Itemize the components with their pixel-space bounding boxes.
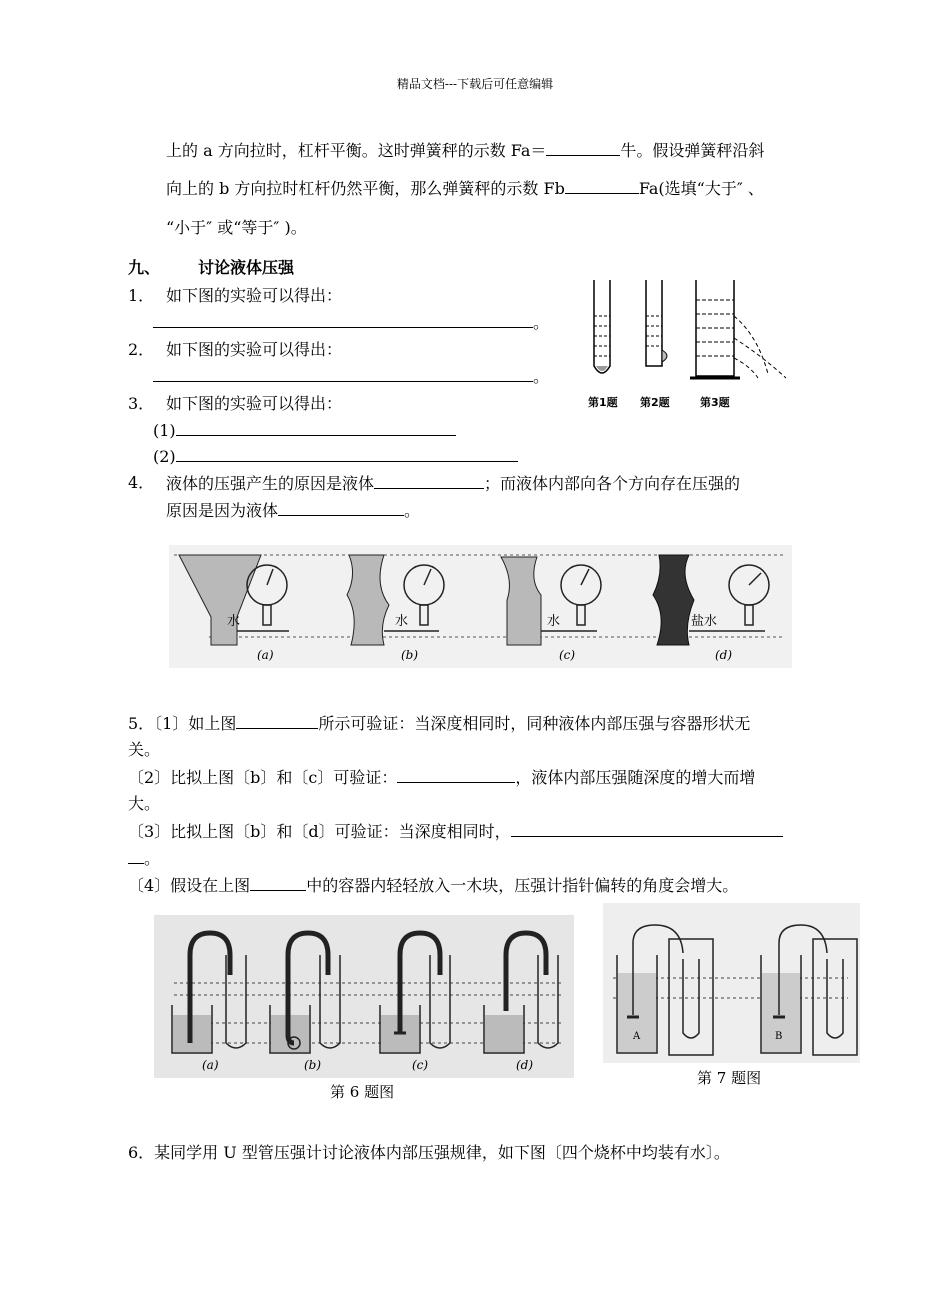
blank (546, 140, 620, 156)
tag-a: (a) (257, 648, 274, 662)
text: 牛。假设弹簧秤沿斜 (620, 141, 765, 160)
q5-line-4 (128, 875, 738, 896)
text: 液体的压强产生的原因是液体 (166, 474, 375, 493)
lever-line-1 (166, 140, 764, 161)
tube-1 (594, 280, 610, 373)
tag-b: (b) (401, 648, 419, 662)
q4-line-2 (166, 500, 420, 521)
q5-line-2-cont: 大。 (128, 794, 161, 813)
q4-line-1 (166, 473, 740, 494)
blank (250, 875, 306, 891)
pressure-meter-figure (603, 903, 860, 1063)
q3-part-1 (153, 420, 456, 441)
blank (397, 767, 515, 783)
q2-number: 2． (128, 340, 155, 359)
liquid-label-a: 水 (227, 614, 241, 629)
tag-a: (a) (202, 1058, 219, 1072)
q2-text: 如下图的实验可以得出： (166, 340, 343, 359)
text: 中的容器内轻轻放入一木块，压强计指针偏转的角度会增大。 (306, 876, 739, 895)
blank (153, 312, 533, 328)
blank (278, 500, 404, 516)
q6-text: 6．某同学用 U 型管压强计讨论液体内部压强规律，如下图〔四个烧杯中均装有水〕。 (128, 1143, 730, 1162)
tag-c: (c) (412, 1058, 429, 1072)
liquid-label-d: 盐水 (691, 614, 718, 629)
text: (1) (153, 421, 176, 440)
page-header: 精品文档---下载后可任意编辑 (396, 77, 554, 91)
tube-3 (690, 280, 786, 378)
lever-line-2 (166, 178, 764, 199)
text: 向上的 b 方向拉时杠杆仍然平衡，那么弹簧秤的示数 Fb (166, 179, 565, 198)
text: Fa(选填“大于″ 、 (638, 179, 764, 198)
blank (374, 473, 484, 489)
tag-d: (d) (715, 648, 733, 662)
text: 。 (404, 501, 421, 520)
blank (565, 178, 639, 194)
text: 〔2〕比拟上图〔b〕和〔c〕可验证： (128, 768, 398, 787)
liquid-label-c: 水 (547, 614, 561, 629)
q1-text: 如下图的实验可以得出： (166, 286, 343, 305)
tag-b: (b) (304, 1058, 322, 1072)
text: ，液体内部压强随深度的增大而增 (515, 768, 756, 787)
blank (128, 848, 144, 864)
text: 上的 a 方向拉时，杠杆平衡。这时弹簧秤的示数 Fa＝ (166, 141, 547, 160)
q5-line-1 (128, 713, 750, 734)
q2-answer (153, 366, 549, 387)
q5-line-3 (128, 821, 783, 842)
q1-number: 1． (128, 286, 155, 305)
text: 原因是因为液体 (166, 501, 279, 520)
text: 〔4〕假设在上图 (128, 876, 251, 895)
text: 5．〔1〕如上图 (128, 714, 237, 733)
q5-line-3-cont (128, 848, 160, 869)
tag-d: (d) (516, 1058, 534, 1072)
q3-text: 如下图的实验可以得出： (166, 394, 343, 413)
fig7-caption: 第 7 题图 (697, 1069, 762, 1087)
text: 。 (144, 849, 161, 868)
text: 所示可验证：当深度相同时，同种液体内部压强与容器形状无 (318, 714, 751, 733)
text: 。 (533, 313, 550, 332)
blank (176, 446, 518, 462)
fig6-caption: 第 6 题图 (330, 1083, 395, 1101)
section-title: 讨论液体压强 (198, 258, 295, 277)
liquid-label-b: 水 (395, 614, 409, 629)
section-number: 九、 (128, 258, 161, 277)
q5-line-2 (128, 767, 755, 788)
tube-label-3: 第3题 (700, 396, 730, 409)
blank (176, 420, 456, 436)
q1-answer (153, 312, 549, 333)
u-tube-figure (154, 915, 574, 1078)
blank (236, 713, 318, 729)
blank (153, 366, 533, 382)
pressure-gauge-figure (169, 545, 792, 668)
text: 。 (533, 367, 550, 386)
text: (2) (153, 447, 176, 466)
text: ；而液体内部向各个方向存在压强的 (484, 474, 741, 493)
beaker-a-label: A (633, 1031, 641, 1042)
tube-label-1: 第1题 (588, 396, 618, 409)
tube-2 (646, 280, 667, 366)
blank (511, 821, 783, 837)
q3-number: 3． (128, 394, 155, 413)
tube-label-2: 第2题 (640, 396, 670, 409)
beaker-b-label: B (775, 1031, 783, 1042)
tag-c: (c) (559, 648, 576, 662)
test-tubes-figure (582, 270, 797, 415)
lever-line-3: “小于″ 或“等于″ )。 (166, 218, 307, 237)
q4-number: 4． (128, 473, 155, 492)
text: 〔3〕比拟上图〔b〕和〔d〕可验证：当深度相同时， (128, 822, 511, 841)
q5-line-1-cont: 关。 (128, 740, 161, 759)
q3-part-2 (153, 446, 518, 467)
